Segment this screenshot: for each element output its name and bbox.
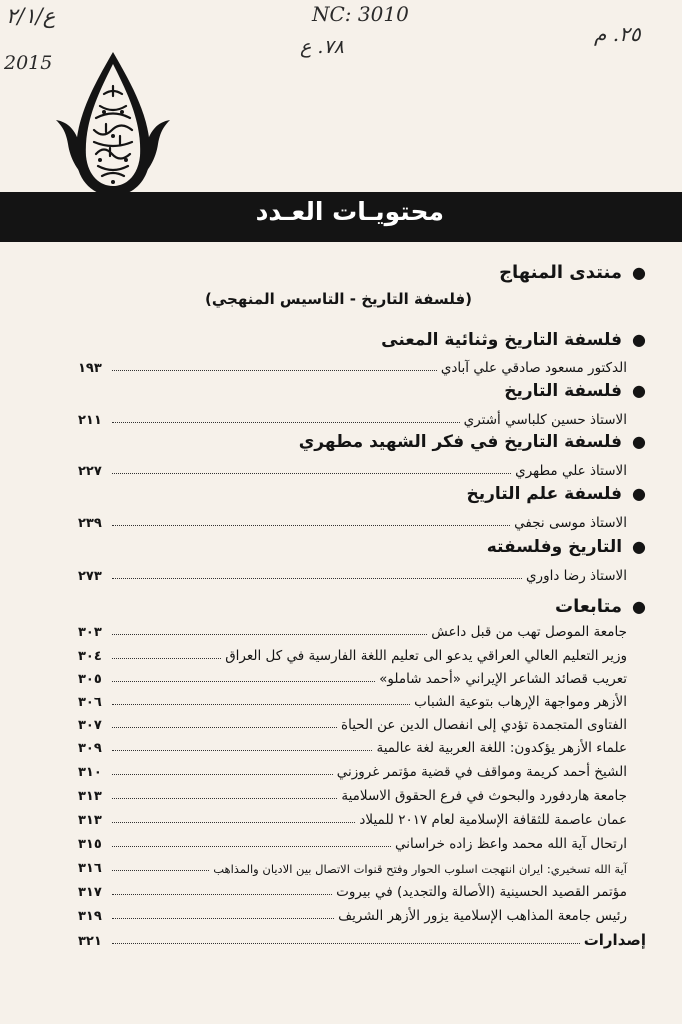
handwritten-note-top-left: ع/٢/١ (6, 4, 56, 28)
handwritten-sub-code: ٧٨. ع (300, 36, 344, 58)
followup-title: مؤتمر القصيد الحسينية (الأصالة والتجديد) في بيروت (336, 884, 627, 900)
followup-title: الشيخ أحمد كريمة ومواقف في قضية مؤتمر غروزني (336, 764, 627, 780)
page-number: ٣١٠ (78, 765, 102, 780)
page-number: ٢٧٣ (78, 569, 102, 584)
dot-leader (112, 370, 437, 371)
followup-entry[interactable] (78, 856, 627, 876)
page-number: ١٩٣ (78, 361, 102, 376)
forum-subtitle: (فلسفة التاريخ - التاسيس المنهجي) (205, 290, 472, 308)
toc-entry[interactable] (78, 356, 627, 376)
page-number: ٢١١ (78, 413, 102, 428)
dot-leader (112, 681, 375, 682)
article-title: ●فلسفة التاريخ وثنائية المعنى (381, 330, 646, 350)
dot-leader (112, 943, 580, 944)
page-number: ٣٠٩ (78, 741, 102, 756)
page-number: ٣٠٣ (78, 625, 102, 640)
toc-entry[interactable] (78, 459, 627, 479)
article-author: الاستاذ موسى نجفي (514, 515, 627, 531)
page-number: ٣٠٥ (78, 672, 102, 687)
page-number: ٣١٧ (78, 885, 102, 900)
article-title: ●فلسفة التاريخ في فكر الشهيد مطهري (298, 432, 646, 452)
followup-title: الفتاوى المتجمدة تؤدي إلى انفصال الدين عن الحياة (341, 717, 627, 733)
dot-leader (112, 727, 337, 728)
toc-entry[interactable] (78, 408, 627, 428)
page-number: ٣٢١ (78, 934, 102, 949)
article-author: الاستاذ رضا داوري (525, 568, 627, 584)
publications-title: إصدارات (583, 931, 646, 949)
handwritten-code: NC: 3010 (312, 2, 409, 26)
article-title: ●التاريخ وفلسفته (486, 537, 646, 557)
bullet-icon: ● (632, 597, 646, 616)
dot-leader (112, 894, 332, 895)
dot-leader (112, 634, 427, 635)
handwritten-note-top-right: ٢٥. م (594, 22, 641, 46)
page-number: ٣١٣ (78, 813, 102, 828)
page-title: محتويـات العـدد (255, 197, 444, 226)
article-title: ●فلسفة علم التاريخ (466, 484, 646, 504)
dot-leader (112, 870, 209, 871)
followup-entry[interactable] (78, 904, 627, 924)
bullet-icon: ● (632, 263, 646, 282)
followup-entry[interactable] (78, 880, 627, 900)
followup-entry[interactable] (78, 667, 627, 687)
followup-title: ارتحال آية الله محمد واعظ زاده خراساني (394, 836, 627, 852)
page-number: ٣١٩ (78, 909, 102, 924)
article-author: الاستاذ علي مطهري (515, 463, 627, 479)
article-title: ●فلسفة التاريخ (504, 381, 646, 401)
dot-leader (112, 525, 510, 526)
followup-title: رئيس جامعة المذاهب الإسلامية يزور الأزهر الشريف (338, 908, 627, 924)
followup-entry[interactable] (78, 713, 627, 733)
followup-title: تعريب قصائد الشاعر الإيراني «أحمد شاملو» (379, 671, 627, 687)
bullet-icon: ● (632, 484, 646, 503)
handwritten-year: 2015 (4, 52, 53, 74)
followup-entry[interactable] (78, 808, 627, 828)
dot-leader (112, 750, 372, 751)
toc-entry[interactable] (78, 564, 627, 584)
dot-leader (112, 822, 355, 823)
page-number: ٣١٥ (78, 837, 102, 852)
page-number: ٣١٦ (78, 861, 102, 876)
followup-entry[interactable] (78, 784, 627, 804)
followup-title: جامعة الموصل تهب من قبل داعش (431, 624, 627, 640)
page-number: ٢٢٧ (78, 464, 102, 479)
bullet-icon: ● (632, 381, 646, 400)
bullet-icon: ● (632, 537, 646, 556)
page-number: ٣١٣ (78, 789, 102, 804)
followup-title: وزير التعليم العالي العراقي يدعو الى تعليم اللغة الفارسية في كل العراق (225, 648, 627, 664)
page-number: ٣٠٤ (78, 649, 102, 664)
followup-entry[interactable] (78, 690, 627, 710)
followup-title: الأزهر ومواجهة الإرهاب بتوعية الشباب (414, 694, 627, 710)
bullet-icon: ● (632, 432, 646, 451)
publications-entry[interactable] (78, 929, 646, 949)
followup-entry[interactable] (78, 832, 627, 852)
dot-leader (112, 918, 334, 919)
followup-entry[interactable] (78, 760, 627, 780)
followup-entry[interactable] (78, 736, 627, 756)
followup-title: آية الله تسخيري: ايران انتهجت اسلوب الحوار وفتح قنوات الاتصال بين الاديان والمذاهب (213, 862, 627, 876)
dot-leader (112, 774, 333, 775)
page-number: ٢٣٩ (78, 516, 102, 531)
page-number: ٣٠٧ (78, 718, 102, 733)
followup-title: جامعة هاردفورد والبحوث في فرع الحقوق الاسلامية (341, 788, 627, 804)
followup-title: علماء الأزهر يؤكدون: اللغة العربية لغة عالمية (376, 740, 627, 756)
followup-entry[interactable] (78, 644, 627, 664)
followup-entry[interactable] (78, 620, 627, 640)
dot-leader (112, 658, 221, 659)
toc-entry[interactable] (78, 511, 627, 531)
section-forum: ●منتدى المنهاج (499, 262, 646, 283)
page-number: ٣٠٦ (78, 695, 102, 710)
bullet-icon: ● (632, 330, 646, 349)
dot-leader (112, 578, 522, 579)
dot-leader (112, 798, 337, 799)
dot-leader (112, 422, 460, 423)
dot-leader (112, 473, 511, 474)
dot-leader (112, 704, 410, 705)
article-author: الدكتور مسعود صادقي علي آبادي (440, 360, 627, 376)
followup-title: عمان عاصمة للثقافة الإسلامية لعام ٢٠١٧ للميلاد (359, 812, 627, 828)
article-author: الاستاذ حسين كلباسي أشتري (463, 412, 627, 428)
dot-leader (112, 846, 391, 847)
section-followups: ●متابعات (555, 596, 646, 617)
